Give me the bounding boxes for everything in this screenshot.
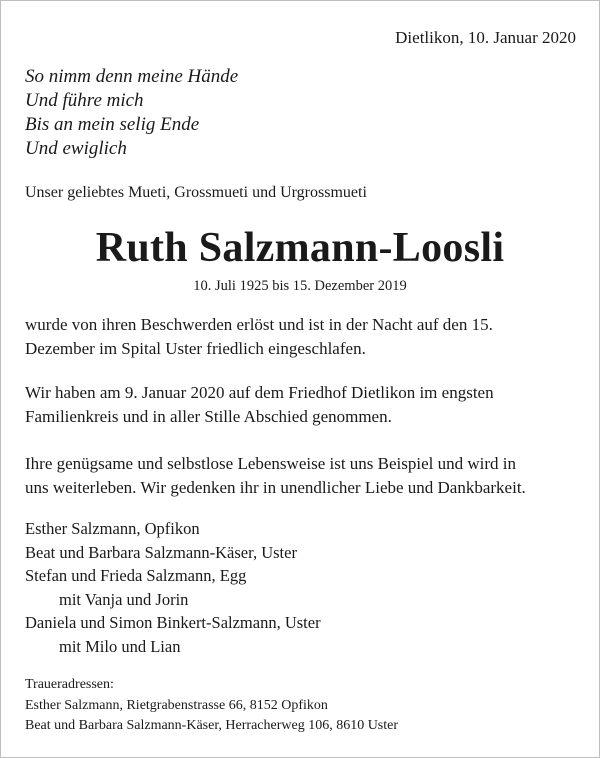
paragraph-line: Ihre genügsame und selbstlose Lebensweise ist uns Beispiel und wird in <box>25 454 517 473</box>
verse <box>25 65 238 161</box>
life-dates: 10. Juli 1925 bis 15. Dezember 2019 <box>193 278 407 294</box>
mourner-entry: Beat und Barbara Salzmann-Käser, Uster <box>25 542 297 562</box>
condolence-addresses <box>25 675 398 737</box>
paragraph-line: Familienkreis und in aller Stille Abschied genommen. <box>25 407 392 426</box>
address-line: Esther Salzmann, Rietgrabenstrasse 66, 8152 Opfikon <box>25 697 328 713</box>
paragraph-line: uns weiterleben. Wir gedenken ihr in unendlicher Liebe und Dankbarkeit. <box>25 478 526 497</box>
mourner-entry-sub: mit Vanja und Jorin <box>59 589 189 609</box>
address-line: Beat und Barbara Salzmann-Käser, Herracherweg 106, 8610 Uster <box>25 718 399 733</box>
paragraph-remembrance <box>25 452 577 500</box>
mourners-list <box>25 517 321 659</box>
intro-line: Unser geliebtes Mueti, Grossmueti und Urgrossmueti <box>25 184 367 201</box>
mourner-entry: Daniela und Simon Binkert-Salzmann, Uster <box>25 613 321 633</box>
verse-line: Und ewiglich <box>25 138 127 159</box>
verse-line: Und führe mich <box>25 90 144 111</box>
deceased-name: Ruth Salzmann-Loosli <box>95 225 505 271</box>
paragraph-line: Wir haben am 9. Januar 2020 auf dem Friedhof Dietlikon im engsten <box>25 383 494 402</box>
addresses-heading: Traueradressen: <box>25 677 114 692</box>
place-date: Dietlikon, 10. Januar 2020 <box>395 28 576 47</box>
mourner-entry: Stefan und Frieda Salzmann, Egg <box>25 566 247 586</box>
verse-line: So nimm denn meine Hände <box>25 66 239 87</box>
paragraph-farewell <box>25 381 577 429</box>
paragraph-line: wurde von ihren Beschwerden erlöst und ist in der Nacht auf den 15. <box>25 315 493 334</box>
mourner-entry-sub: mit Milo und Lian <box>59 636 181 656</box>
paragraph-line: Dezember im Spital Uster friedlich eingeschlafen. <box>25 339 366 358</box>
mourner-entry: Esther Salzmann, Opfikon <box>25 519 200 538</box>
paragraph-passing <box>25 313 577 361</box>
verse-line: Bis an mein selig Ende <box>25 114 200 135</box>
